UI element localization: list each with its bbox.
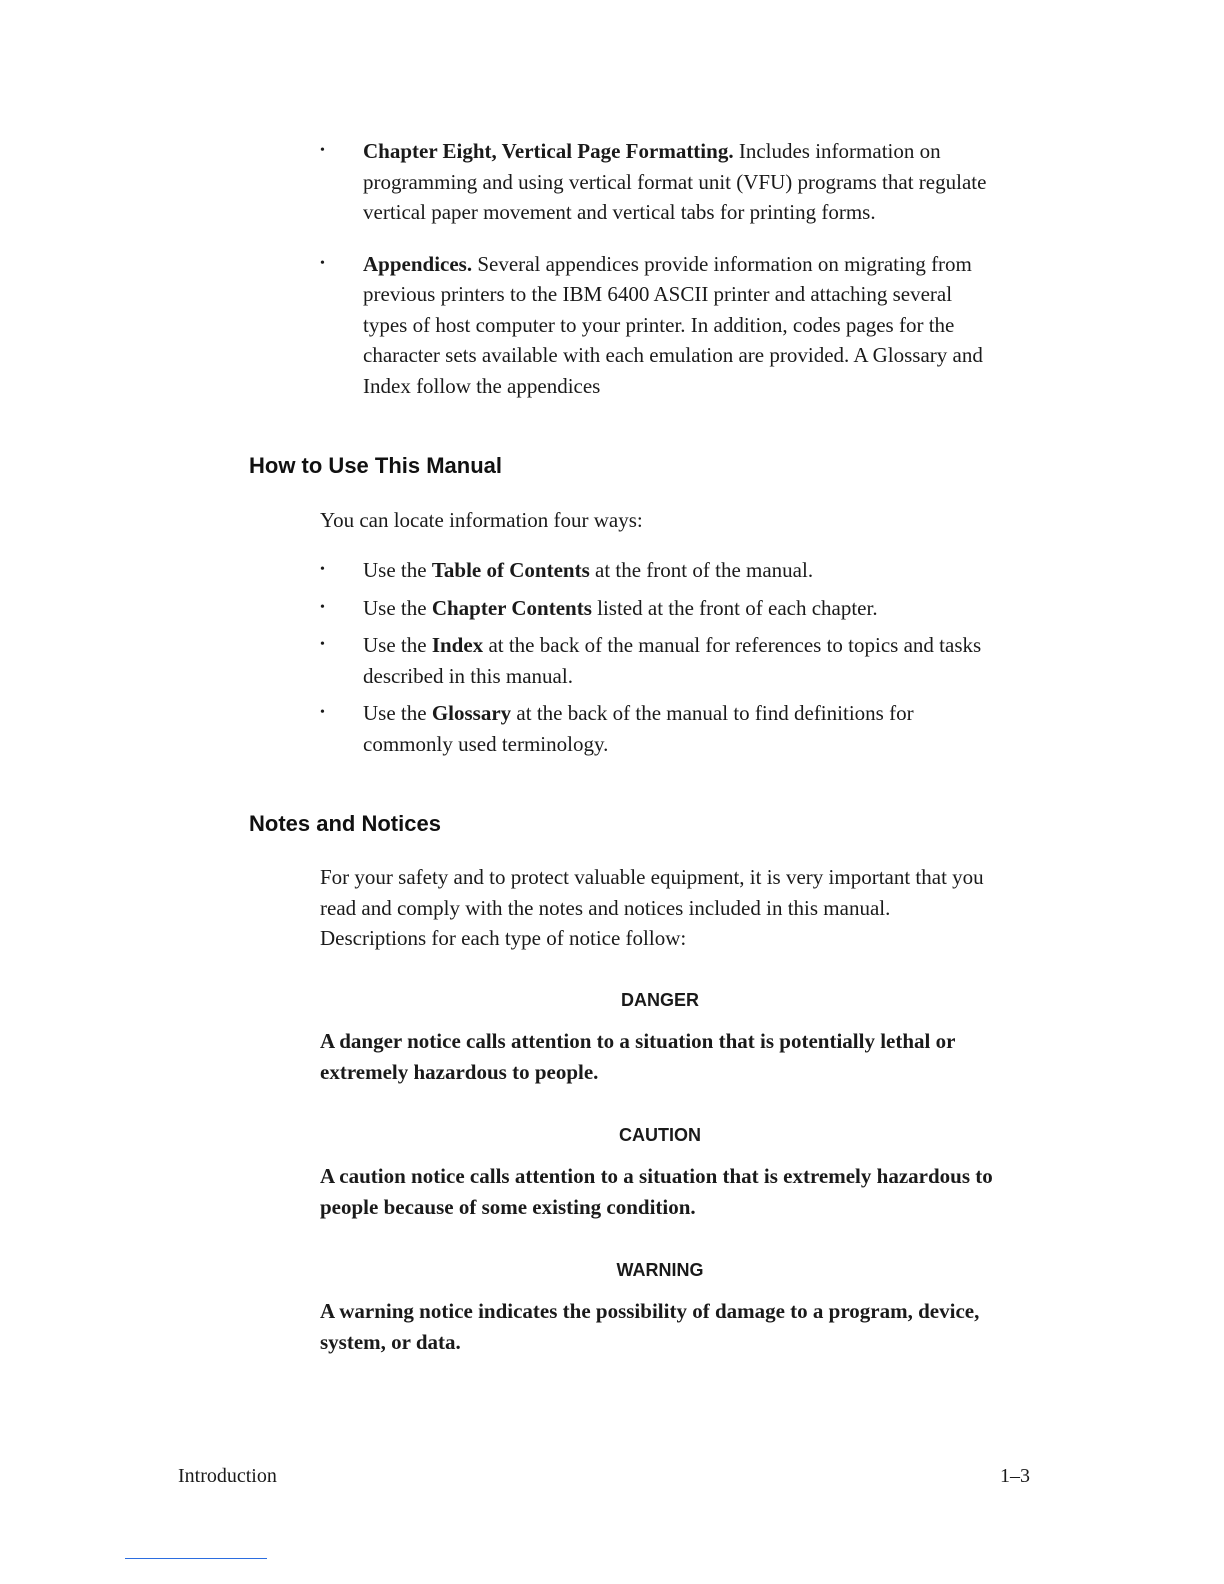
section-heading-notes: Notes and Notices <box>249 811 441 836</box>
bullet-icon: • <box>320 705 325 720</box>
bullet-text: Includes information on programming and using vertical format unit (VFU) programs that regulate vertical paper movement and vertical tabs for printing forms. <box>363 139 987 224</box>
bullet-chapter-eight <box>320 136 1000 228</box>
bullet-icon: • <box>320 562 325 577</box>
footer-page-number: 1–3 <box>1000 1465 1030 1487</box>
warning-title: WARNING <box>616 1260 704 1280</box>
how-to-use-intro: You can locate information four ways: <box>320 508 643 532</box>
term-table-of-contents: Table of Contents <box>431 558 590 582</box>
bullet-text: Several appendices provide information on migrating from previous printers to the IBM 6400 ASCII printer and attaching several types of host computer to your printer. In addition, codes pages for the character sets available with each emulation are provided. A Glossary and Index follow the appendices <box>363 251 983 398</box>
bullet-bold: Appendices. <box>363 251 473 276</box>
chapter-bullet-list <box>320 136 1000 401</box>
footer-section-name: Introduction <box>178 1465 277 1487</box>
bullet-appendices <box>320 249 1000 402</box>
how-to-use-list <box>320 555 1000 759</box>
bullet-bold: Chapter Eight, Vertical Page Formatting. <box>363 139 734 163</box>
term-chapter-contents: Chapter Contents <box>431 595 592 620</box>
list-item: • Use the Table of Contents at the front of the manual. <box>320 555 1000 586</box>
bullet-icon: • <box>320 255 325 271</box>
caution-title: CAUTION <box>619 1125 701 1145</box>
caution-text: A caution notice calls attention to a situation that is extremely hazardous to people because of some existing condition. <box>320 1164 993 1219</box>
list-item: • Use the Chapter Contents listed at the front of each chapter. <box>320 593 1000 624</box>
danger-title: DANGER <box>620 990 699 1010</box>
notes-intro: For your safety and to protect valuable equipment, it is very important that you read and comply with the notes and notices included in this manual. Descriptions for each type of notice follow: <box>320 865 984 950</box>
term-glossary: Glossary <box>431 701 512 725</box>
section-heading-how-to-use: How to Use This Manual <box>249 453 503 478</box>
bullet-icon: • <box>320 637 325 652</box>
list-item: • Use the Glossary at the back of the manual to find definitions for commonly used terminology. <box>320 698 1000 759</box>
danger-text: A danger notice calls attention to a situation that is potentially lethal or extremely hazardous to people. <box>320 1029 956 1084</box>
term-index: Index <box>431 633 484 657</box>
bullet-icon: • <box>320 143 325 158</box>
bullet-icon: • <box>320 599 325 615</box>
list-item: • Use the Index at the back of the manual for references to topics and tasks described in this manual. <box>320 630 1000 691</box>
link-underline[interactable] <box>125 1558 267 1559</box>
warning-text: A warning notice indicates the possibility of damage to a program, device, system, or data. <box>320 1299 980 1354</box>
